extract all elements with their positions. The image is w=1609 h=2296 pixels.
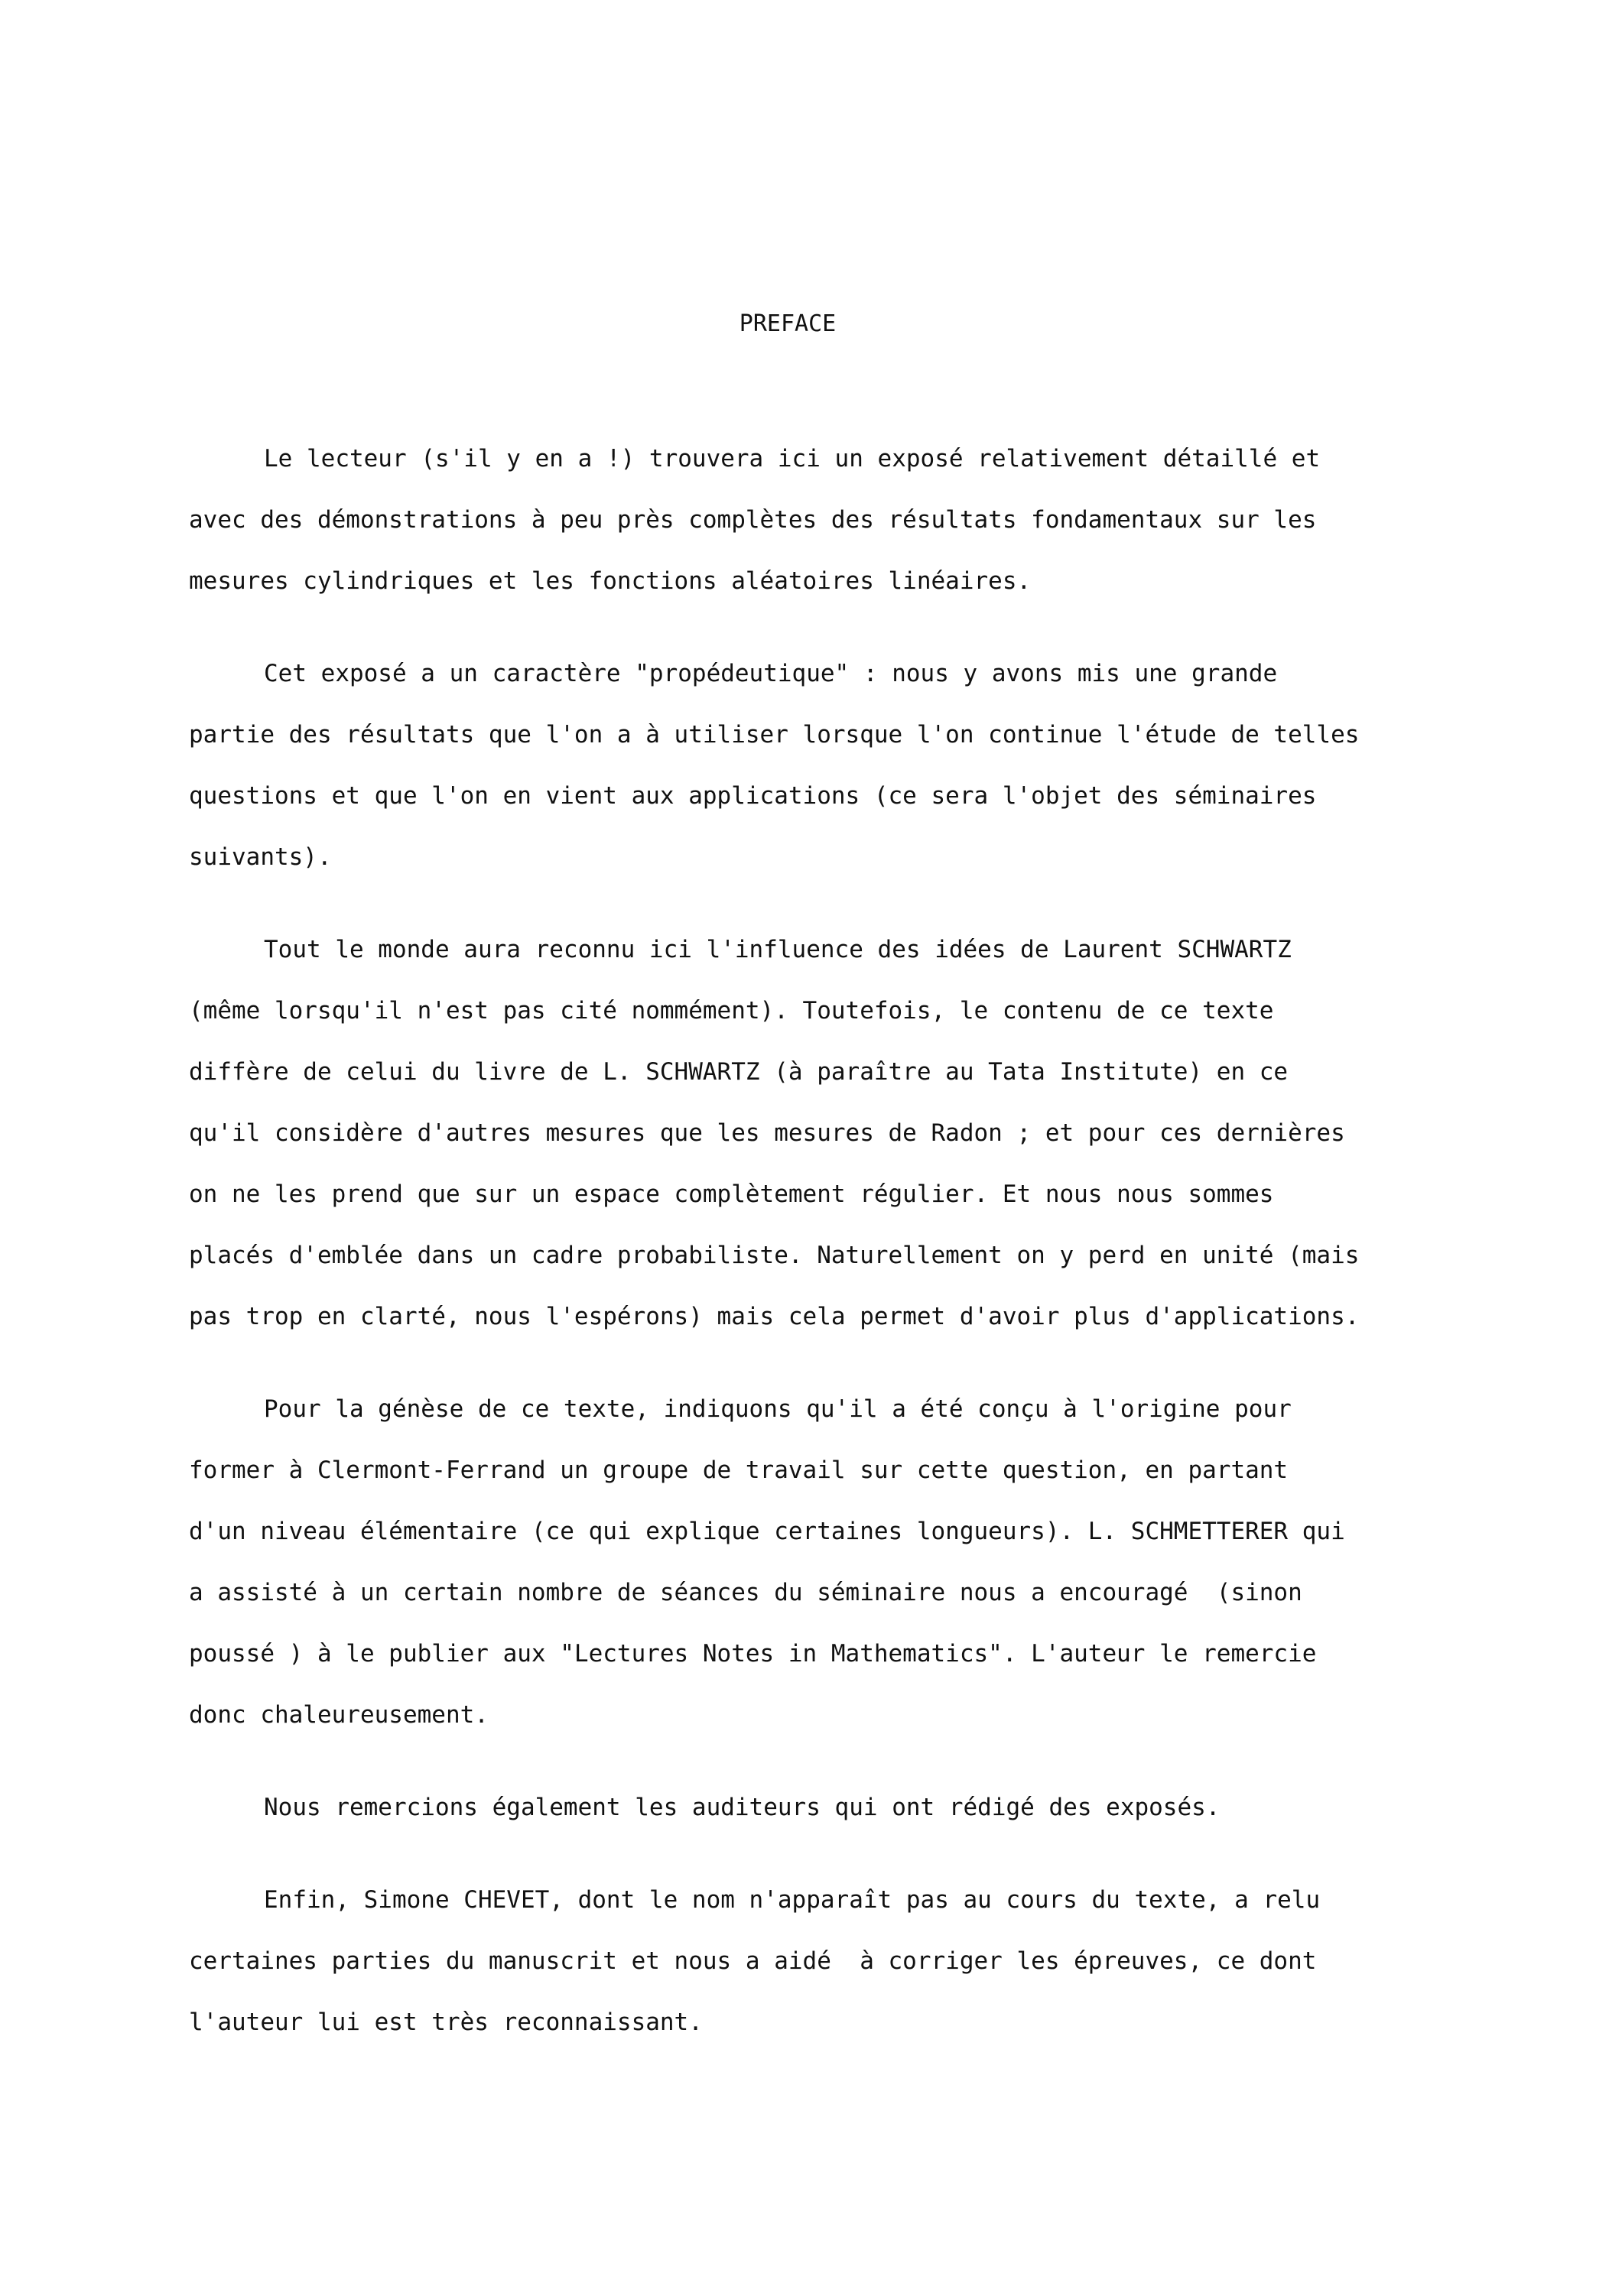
text-line: partie des résultats que l'on a à utiliser lorsque l'on continue l'étude de telles: [189, 721, 1360, 749]
text-line: pas trop en clarté, nous l'espérons) mais cela permet d'avoir plus d'applications.: [189, 1303, 1360, 1330]
paragraph: [189, 919, 1443, 1347]
text-line: on ne les prend que sur un espace complètement régulier. Et nous nous sommes: [189, 1180, 1274, 1208]
text-line: d'un niveau élémentaire (ce qui explique certaines longueurs). L. SCHMETTERER qui: [189, 1518, 1345, 1545]
text-line: Tout le monde aura reconnu ici l'influence des idées de Laurent SCHWARTZ: [264, 936, 1292, 963]
paragraph: [189, 643, 1443, 888]
text-line: diffère de celui du livre de L. SCHWARTZ (à paraître au Tata Institute) en ce: [189, 1058, 1289, 1086]
text-line: a assisté à un certain nombre de séances du séminaire nous a encouragé (sinon: [189, 1579, 1302, 1606]
page-title: PREFACE: [739, 310, 837, 337]
text-line: mesures cylindriques et les fonctions aléatoires linéaires.: [189, 567, 1032, 595]
paragraph: [189, 1379, 1443, 1746]
text-line: (même lorsqu'il n'est pas cité nommément). Toutefois, le contenu de ce texte: [189, 997, 1274, 1025]
text-line: Pour la génèse de ce texte, indiquons qu'il a été conçu à l'origine pour: [264, 1395, 1292, 1423]
text-line: Nous remercions également les auditeurs qui ont rédigé des exposés.: [264, 1794, 1221, 1821]
paragraph: [189, 1869, 1443, 2053]
preface-body: [189, 428, 1443, 2084]
text-line: certaines parties du manuscrit et nous a aidé à corriger les épreuves, ce dont: [189, 1947, 1317, 1975]
paragraph: [189, 1777, 1443, 1838]
text-line: former à Clermont-Ferrand un groupe de travail sur cette question, en partant: [189, 1457, 1289, 1484]
text-line: qu'il considère d'autres mesures que les mesures de Radon ; et pour ces dernières: [189, 1119, 1345, 1147]
text-line: l'auteur lui est très reconnaissant.: [189, 2009, 703, 2036]
text-line: avec des démonstrations à peu près complètes des résultats fondamentaux sur les: [189, 506, 1317, 534]
text-line: donc chaleureusement.: [189, 1701, 489, 1729]
text-line: Le lecteur (s'il y en a !) trouvera ici un exposé relativement détaillé et: [264, 445, 1321, 473]
text-line: Cet exposé a un caractère "propédeutique" : nous y avons mis une grande: [264, 660, 1278, 687]
text-line: poussé ) à le publier aux "Lectures Notes in Mathematics". L'auteur le remercie: [189, 1640, 1317, 1668]
paragraph: [189, 428, 1443, 612]
text-line: placés d'emblée dans un cadre probabiliste. Naturellement on y perd en unité (mais: [189, 1242, 1360, 1269]
text-line: questions et que l'on en vient aux applications (ce sera l'objet des séminaires: [189, 782, 1317, 810]
text-line: suivants).: [189, 843, 332, 871]
text-line: Enfin, Simone CHEVET, dont le nom n'apparaît pas au cours du texte, a relu: [264, 1886, 1321, 1914]
